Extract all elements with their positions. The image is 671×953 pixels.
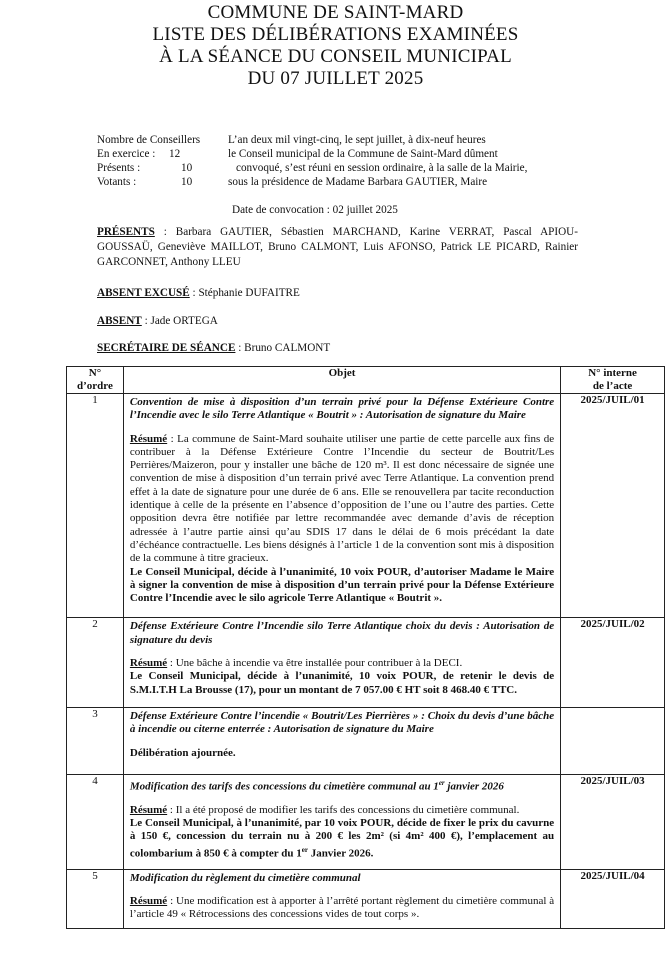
- col-header-objet: Objet: [123, 367, 560, 394]
- row-title: Défense Extérieure Contre l’incendie « Boutrit/Les Pierrières » : Choix du devis d’une bâche à incendie ou citerne enterrée : Autorisation de signature du Maire: [129, 709, 555, 736]
- convocation-date: Date de convocation : 02 juillet 2025: [232, 204, 398, 216]
- absent-excuse-line: [97, 287, 300, 299]
- row-num: 3: [67, 707, 124, 774]
- preamble-line1: L’an deux mil vingt-cinq, le sept juillet, à dix-neuf heures: [228, 134, 486, 146]
- row-num: 5: [67, 869, 124, 928]
- title-liste: LISTE DES DÉLIBÉRATIONS EXAMINÉES: [152, 24, 519, 45]
- votants-label: Votants :: [97, 176, 137, 188]
- presents-list: : Barbara GAUTIER, Sébastien MARCHAND, Karine VERRAT, Pascal APIOU-GOUSSAÜ, Geneviève MAILLOT, Bruno CALMONT, Luis AFONSO, Patrick LE PICARD, Rainier GARCONNET, Anthony LLEU: [97, 226, 578, 268]
- row-decision: Délibération ajournée.: [129, 746, 236, 759]
- absent-excuse-name: : Stéphanie DUFAITRE: [189, 287, 300, 299]
- row-ref: 2025/JUIL/03: [561, 774, 665, 869]
- table-row: [67, 618, 665, 707]
- row-resume: Résumé : Une bâche à incendie va être installée pour contribuer à la DECI.: [129, 657, 463, 670]
- row-title: Modification des tarifs des concessions du cimetière communal au 1er janvier 2026: [129, 778, 504, 793]
- document-title: [0, 2, 671, 90]
- absent-line: [97, 315, 218, 327]
- row-title: Modification du règlement du cimetière communal: [129, 871, 361, 884]
- absent-label: ABSENT: [97, 315, 142, 327]
- councillor-counts: [97, 133, 200, 189]
- row-ref: 2025/JUIL/02: [561, 618, 665, 707]
- session-preamble: [228, 133, 648, 189]
- exercice-label: En exercice :: [97, 148, 156, 160]
- col-header-ref: N° interne de l’acte: [561, 367, 665, 394]
- presents-label: PRÉSENTS: [97, 226, 155, 238]
- preamble-line4: sous la présidence de Madame Barbara GAUTIER, Maire: [228, 176, 488, 188]
- row-num: 4: [67, 774, 124, 869]
- row-decision: Le Conseil Municipal, décide à l’unanimité, 10 voix POUR, de retenir le devis de S.M.I.T.H La Brousse (17), pour un montant de 7 057.00 € HT soit 8 468.40 € TTC.: [129, 670, 555, 696]
- title-commune: COMMUNE DE SAINT-MARD: [207, 2, 464, 23]
- row-decision: Le Conseil Municipal, à l’unanimité, par 10 voix POUR, décide de fixer le prix du cavurne à 150 €, concession du terrain nu à 200 € les 2m² (si 4m² 400 €), l’emplacement au colombarium à 850 € à compter du 1er Janvier 2026.: [129, 817, 555, 860]
- row-ref: [561, 707, 665, 774]
- preamble-line3: convoqué, s’est réuni en session ordinaire, à la salle de la Mairie,: [236, 162, 528, 174]
- preamble-line2: le Conseil municipal de la Commune de Saint-Mard dûment: [228, 148, 498, 160]
- presents-value: 10: [181, 162, 193, 174]
- row-title: Défense Extérieure Contre l’Incendie silo Terre Atlantique choix du devis : Autorisation de signature du devis: [129, 620, 555, 646]
- table-row: [67, 774, 665, 869]
- absent-name: : Jade ORTEGA: [141, 315, 218, 327]
- deliberations-table: [66, 366, 665, 929]
- row-resume: Résumé : Il a été proposé de modifier les tarifs des concessions du cimetière communal.: [129, 803, 520, 816]
- title-date: DU 07 JUILLET 2025: [247, 68, 424, 89]
- row-resume: Résumé : La commune de Saint-Mard souhaite utiliser une partie de cette parcelle aux fins de contribuer à la Défense Extérieure Contre l’Incendie du secteur de Boutrit/Les Perrières/Maizeron, pour y installer une bâche de 120 m³. Il est donc nécessaire de signée une convention de mise à disposition d’un terrain privé avec Terre Atlantique. La convention prend effet à la date de signature pour une durée de 6 ans. Elle se renouvellera par tacite reconduction identique à celle de la présente en l’absence d’opposition de l’une ou l’autre des parties. Cette opposition devra être notifiée par lettre recommandée avec demande d’avis de réception adressée à l’autre partie ainsi qu’au SDIS 17 dans le délai de 6 mois précédant la date d’échéance contractuelle. Les biens désignés à l’article 1 de la convention sont mis à disposition de la commune à titre gracieux.: [129, 432, 555, 565]
- col-header-num: N° d’ordre: [67, 367, 124, 394]
- table-row: [67, 707, 665, 774]
- row-num: 2: [67, 618, 124, 707]
- absent-excuse-label: ABSENT EXCUSÉ: [97, 287, 190, 299]
- table-row: [67, 394, 665, 618]
- title-seance: À LA SÉANCE DU CONSEIL MUNICIPAL: [159, 46, 512, 67]
- table-header-row: [67, 367, 665, 394]
- presents-block: [97, 225, 578, 270]
- secretaire-line: [97, 342, 330, 354]
- row-num: 1: [67, 394, 124, 618]
- exercice-value: 12: [169, 148, 181, 160]
- presents-label: Présents :: [97, 162, 141, 174]
- row-title: Convention de mise à disposition d’un terrain privé pour la Défense Extérieure Contre l’Incendie avec le silo Terre Atlantique « Boutrit » : Autorisation de signature du Maire: [129, 396, 555, 422]
- row-ref: 2025/JUIL/01: [561, 394, 665, 618]
- row-resume: Résumé : Une modification est à apporter à l’arrêté portant règlement du cimetière communal à l’article 49 « Rétrocessions des concessions vides de tout corps ».: [129, 894, 555, 921]
- secretaire-name: : Bruno CALMONT: [235, 342, 331, 354]
- counts-heading: Nombre de Conseillers: [97, 134, 201, 146]
- row-ref: 2025/JUIL/04: [561, 869, 665, 928]
- row-decision: Le Conseil Municipal, décide à l’unanimité, 10 voix POUR, d’autoriser Madame le Maire à signer la convention de mise à disposition d’un terrain privé pour la Défense Extérieure Contre l’Incendie avec le silo agricole Terre Atlantique « Boutrit ».: [129, 565, 555, 605]
- table-row: [67, 869, 665, 928]
- votants-value: 10: [181, 176, 193, 188]
- secretaire-label: SECRÉTAIRE DE SÉANCE: [97, 342, 236, 354]
